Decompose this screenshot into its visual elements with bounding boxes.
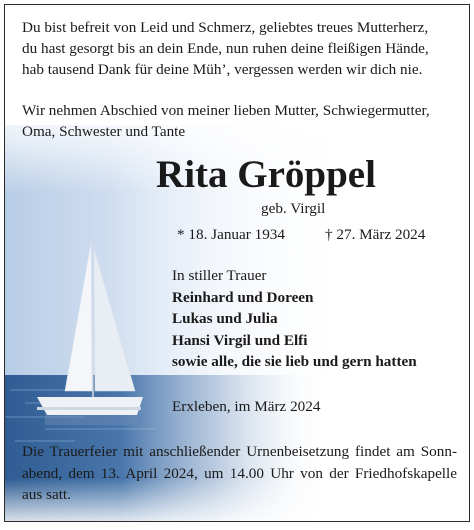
farewell-text [22,100,430,142]
mourners-intro: In stiller Trauer [172,267,267,284]
funeral-info [22,441,457,506]
intro-line-2: du hast gesorgt bis an dein Ende, nun ruhen deine fleißigen Hände, [22,40,429,57]
intro-line-1: Du bist befreit von Leid und Schmerz, geliebtes treues Mutterherz, [22,19,429,36]
intro-line-3: hab tausend Dank für deine Müh’, vergessen werden wir dich nie. [22,61,423,78]
funeral-line-1: Die Trauerfeier mit anschließender Urnenbeisetzung findet am Sonn- [22,443,457,460]
death-date: † 27. März 2024 [324,226,426,243]
farewell-line-1: Wir nehmen Abschied von meiner lieben Mutter, Schwiegermutter, [22,102,430,119]
intro-poem [22,17,429,80]
mourner-name: Hansi Virgil und Elfi [172,331,308,349]
maiden-name: geb. Virgil [261,200,326,217]
mourner-name: Reinhard und Doreen [172,288,314,306]
mourners-list [172,265,417,373]
place-and-date: Erxleben, im März 2024 [172,398,321,415]
funeral-line-2: abend, dem 13. April 2024, um 14.00 Uhr von der Friedhofskapelle [22,464,457,482]
life-dates [177,225,425,245]
deceased-name: Rita Gröppel [156,153,376,196]
funeral-line-3: aus satt. [22,486,71,503]
mourner-name: sowie alle, die sie lieb und gern hatten [172,353,417,370]
farewell-line-2: Oma, Schwester und Tante [22,123,186,140]
obituary-notice [4,4,470,522]
birth-date: * 18. Januar 1934 [177,226,285,243]
mourner-name: Lukas und Julia [172,310,278,327]
